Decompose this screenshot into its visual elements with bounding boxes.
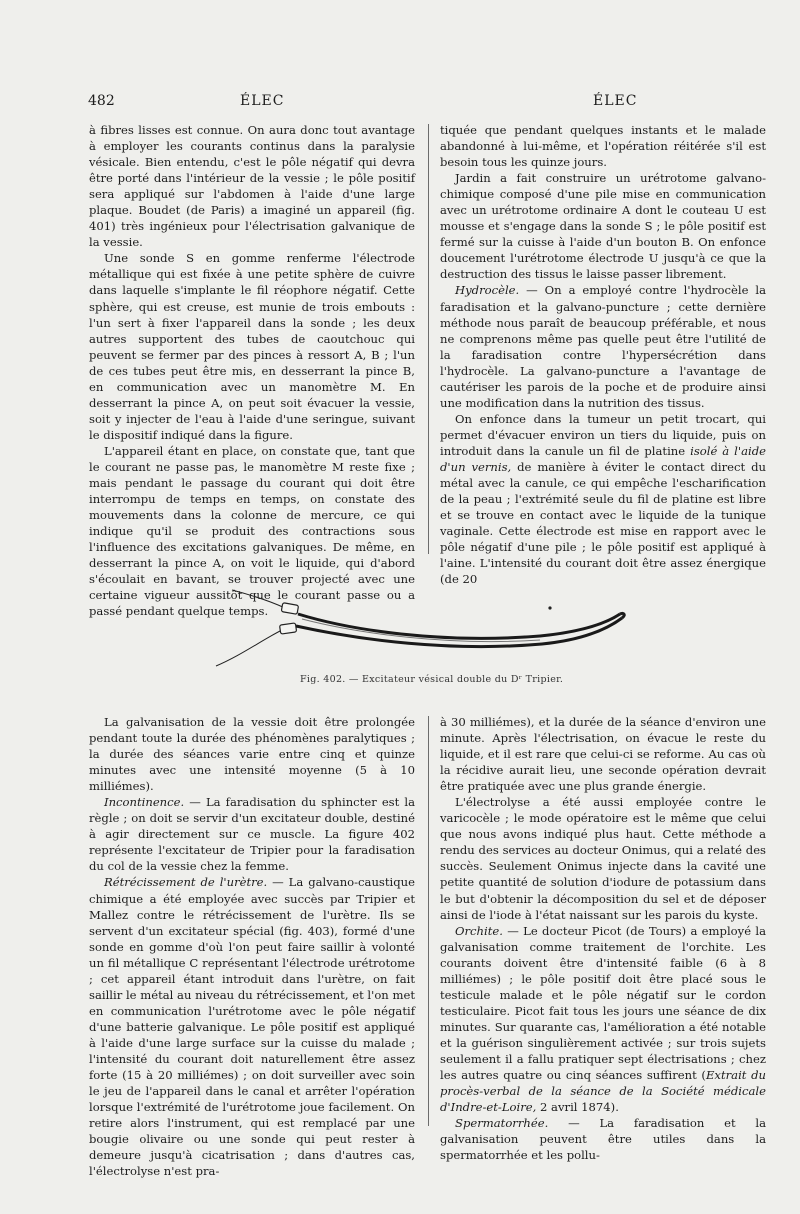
paragraph [440,923,766,1116]
header-title-left: ÉLEC [240,93,285,109]
paragraph: L'électrolyse a été aussi employée contre le varicocèle ; le mode opératoire est le même que celui que nous avons indiqué plus haut. Cette méthode a rendu des services au docteur Onimus, qui a relaté des succès. Seulement Onimus injecte dans la cavité une petite quantité de solution d'iodure de potassium dans le but d'obtenir la décomposition du sel et de déposer ainsi de l'iode à l'état naissant sur les parois du kyste. [440,795,766,922]
section-title-retrecissement: Rétrécissement de l'urètre. [104,875,268,890]
paragraph-text: de manière à éviter le contact direct du métal avec la canule, ce qui empêche l'escharification de la peau ; l'extrémité seule du fil de platine est libre et se trouve en contact avec le liquide de la tunique vaginale. Cette électrode est mise en rapport avec le pôle négatif d'une pile ; le pôle positif est appliqué à l'aine. L'intensité du courant doit être assez énergique (de 20 [440,459,766,587]
paragraph-text: 2 avril 1874). [536,1100,619,1115]
section-title-hydrocele: Hydrocèle. [455,283,520,298]
paragraph [440,411,766,588]
emphasis-text: isolé à l'aide d'un vernis, [440,443,766,474]
running-header [88,93,768,113]
paragraph-text: — La faradisation du sphincter est la règle ; on doit se servir d'un excitateur double, destiné à agir directement sur ce muscle. La figure 402 représente l'excitateur de Tripier pour la faradisation du col de la vessie chez la femme. [89,795,415,874]
paragraph: tiquée que pendant quelques instants et le malade abandonné à lui-même, et l'opération réitérée s'il est besoin tous les quinze jours. [440,123,766,170]
paragraph: à 30 milliémes), et la durée de la séance d'environ une minute. Après l'électrisation, on évacue le reste du liquide, et il est rare que celui-ci se reforme. Au cas où la récidive aurait lieu, une seconde opération devrait être pratiquée avec une plus grande énergie. [440,715,766,794]
paragraph [440,1115,766,1163]
excitateur-illustration [210,574,650,678]
wire-upper [232,590,285,608]
emphasis-text: Extrait du procès-verbal de la séance de la Société médicale d'Indre-et-Loire, [440,1068,766,1115]
paragraph: L'appareil étant en place, on constate que, tant que le courant ne passe pas, le manomètre M reste fixe ; mais pendant le passage du courant qui doit être interrompu de temps en temps, on constate des mouvements dans la colonne de mercure, ce qui indique qu'il se produit des contractions sous l'influence des excitations galvaniques. De même, en desserrant la pince A, on voit le liquide, qui d'abord s'écoulait en bavant, se trouver projecté avec une certaine vigueur aussitôt que le courant passe ou a passé pendant quelque temps. [89,443,415,619]
bottom-right-column [440,714,766,1163]
paragraph-text: — Le docteur Picot (de Tours) a employé la galvanisation comme traitement de l'orchite. Les courants doivent être d'intensité faible (6 à 8 milliémes) ; le pôle positif doit être placé sous le testicule malade et le pôle négatif sur le cordon testiculaire. Picot fait tous les jours une séance de dix minutes. Sur quarante cas, l'amélioration a été notable et la guérison singulièrement activée ; sur trois sujets seulement il a fallu pratiquer sept électrisations ; chez les autres quatre ou cinq séances suffirent ( [440,923,766,1083]
section-title-incontinence: Incontinence. [104,795,185,810]
paragraph-text: On enfonce dans la tumeur un petit trocart, qui permet d'évacuer environ un tiers du liquide, puis on introduit dans la canule un fil de platine [440,411,766,458]
connector-lower [280,623,297,634]
paragraph: Une sonde S en gomme renferme l'électrode métallique qui est fixée à une petite sphère de cuivre dans laquelle s'implante le fil réophore négatif. Cette sphère, qui est creuse, est munie de trois embouts : l'un sert à fixer l'appareil dans la sonde ; les deux autres supportent des tubes de caoutchouc qui peuvent se fermer par des pinces à ressort A, B ; l'un de ces tubes peut être mis, en desserrant la pince B, en communication avec un manomètre M. En desserrant la pince A, on peut soit évacuer la vessie, soit y injecter de l'eau à l'aide d'une seringue, suivant le dispositif indiqué dans la figure. [89,251,415,442]
paragraph: Jardin a fait construire un urétrotome galvano-chimique composé d'une pile mise en communication avec un urétrotome ordinaire A dont le couteau U est mousse et s'engage dans la sonde S ; le pôle positif est fermé sur la cuisse à l'aide d'un bouton B. On enfonce doucement l'urétrotome électrode U jusqu'à ce que la destruction des tissus le laisse passer librement. [440,171,766,282]
figure-excitateur [210,574,650,678]
top-right-column [440,122,766,587]
paragraph-text: — La faradisation et la galvanisation peuvent être utiles dans la spermatorrhée et les pollu- [440,1116,766,1163]
paragraph-text: — La galvano-caustique chimique a été employée avec succès par Tripier et Mallez contre le rétrécissement de l'urètre. Ils se servent d'un excitateur spécial (fig. 403), formé d'une sonde en gomme d'où l'on peut faire saillir à volonté un fil métallique C représentant l'électrode urétrotome ; cet appareil étant introduit dans l'urètre, on fait saillir le métal au niveau du rétrécissement, et l'on met en communication l'urétrotome avec le pôle négatif d'une batterie galvanique. Le pôle positif est appliqué à l'aide d'une large surface sur la cuisse du malade ; l'intensité du courant doit naturellement être assez forte (15 à 20 milliémes) ; on doit surveiller avec soin le jeu de l'appareil dans le canal et arrêter l'opération lorsque l'extrémité de l'urétrotome joue facilement. On retire alors l'instrument, qui est remplacé par une bougie olivaire ou une sonde qui peut rester à demeure jusqu'à cicatrisation ; dans d'autres cas, l'électrolyse n'est pra- [89,875,415,1179]
section-title-orchite: Orchite. [455,923,503,938]
bottom-left-column [89,714,415,1179]
wire-lower [216,630,282,666]
paragraph: à fibres lisses est connue. On aura donc tout avantage à employer les courants continus dans la paralysie vésicale. Bien entendu, c'est le pôle négatif qui devra être porté dans l'intérieur de la vessie ; le pôle positif sera appliqué sur l'abdomen à l'aide d'une large plaque. Boudet (de Paris) a imaginé un appareil (fig. 401) très ingénieux pour l'électrisation galvanique de la vessie. [89,123,415,250]
connector-upper [281,603,298,615]
page-number: 482 [88,93,115,109]
paragraph: La galvanisation de la vessie doit être prolongée pendant toute la durée des phénomènes paralytiques ; la durée des séances varie entre cinq et quinze minutes avec une intensité moyenne (5 à 10 milliémes). [89,715,415,794]
column-divider [428,716,429,1126]
column-divider [428,124,429,554]
figure-caption: Fig. 402. — Excitateur vésical double du Dʳ Tripier. [300,674,564,685]
top-left-column [89,122,415,619]
paragraph [89,874,415,1179]
dot-mark [548,606,551,609]
header-title-right: ÉLEC [593,93,638,109]
paragraph [89,794,415,874]
paragraph-text: — On a employé contre l'hydrocèle la faradisation et la galvano-puncture ; cette dernière méthode nous paraît de beaucoup préférable, et nous ne comprenons même pas quelle peut être l'utilité de la faradisation contre l'hypersécrétion dans l'hydrocèle. La galvano-puncture a l'avantage de cautériser les parois de la poche et de produire ainsi une modification dans la nutrition des tissus. [440,283,766,410]
section-title-spermatorrhee: Spermatorrhée. [455,1116,549,1131]
paragraph [440,282,766,410]
